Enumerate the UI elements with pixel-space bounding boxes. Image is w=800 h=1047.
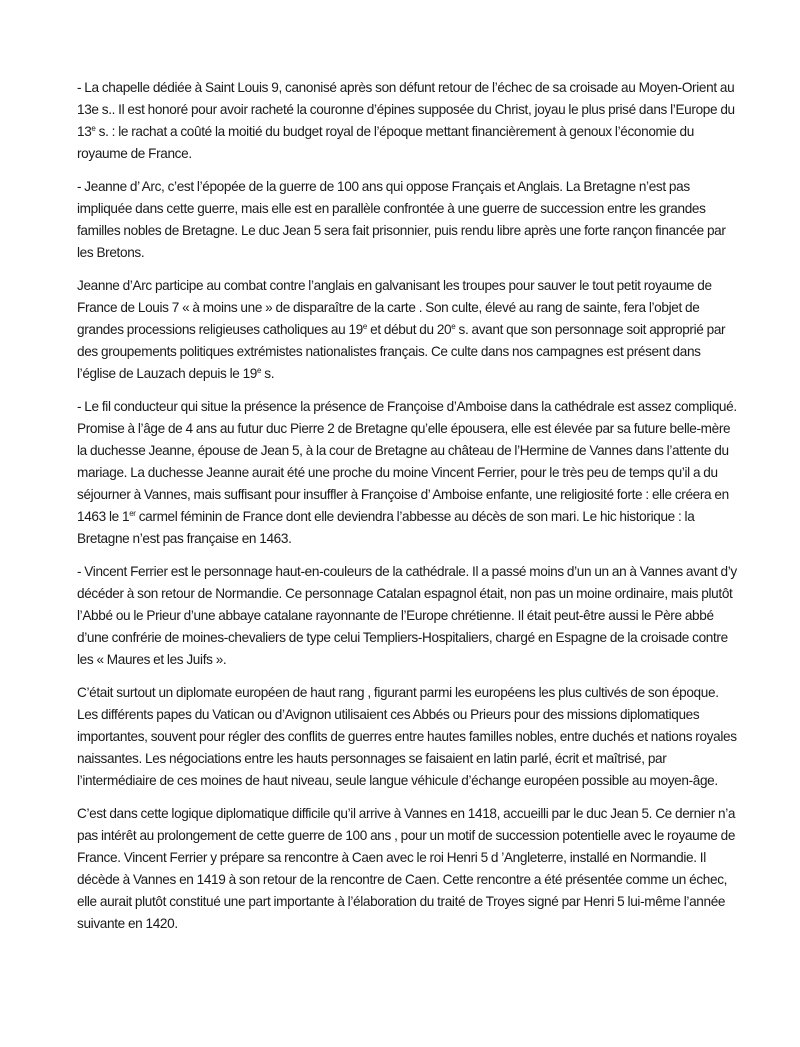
text-run: et début du 20 [367,322,452,337]
text-run: - La chapelle dédiée à Saint Louis 9, canonisé après son défunt retour de l’échec de sa croisade au Moyen-Orient au 13e s.. Il est honoré pour avoir racheté la couronne d’épines supposée du Christ, joyau le plus prisé dans l’Europe du 13 [77,80,735,139]
paragraph-vincent-ferrier [77,561,737,671]
text-run: - Jeanne d’ Arc, c’est l’épopée de la guerre de 100 ans qui oppose Français et Anglais. La Bretagne n’est pas impliquée dans cette guerre, mais elle est en parallèle confrontée à une guerre de succession entre les grandes familles nobles de Bretagne. Le duc Jean 5 sera fait prisonnier, puis rendu libre après une forte rançon financée par les Bretons. [77,179,726,260]
superscript: er [129,509,136,518]
text-run: s. avant que son personnage soit approprié par des groupements politiques extrémistes nationalistes français. Ce culte dans nos campagnes est présent dans l’église de Lauzach depuis le 19 [77,322,726,381]
superscript: e [257,366,262,375]
superscript: e [362,322,367,331]
superscript: e [91,124,96,133]
document-page [77,77,737,946]
text-run: C’était surtout un diplomate européen de haut rang , figurant parmi les européens les plus cultivés de son époque. Les différents papes du Vatican ou d’Avignon utilisaient ces Abbés ou Prieurs pour des missions diplomatiques importantes, souvent pour régler des conflits de guerres entre hautes familles nobles, entre duchés et nations royales naissantes. Les négociations entre les hauts personnages se faisaient en latin parlé, écrit et maîtrisé, par l’intermédiaire de ces moines de haut niveau, seule langue véhicule d’échange européen possible au moyen-âge. [77,685,737,788]
text-run: s. [261,366,275,381]
paragraph-francoise-damboise [77,396,737,550]
text-run: - Vincent Ferrier est le personnage haut-en-couleurs de la cathédrale. Il a passé moins d’un un an à Vannes avant d’y décéder à son retour de Normandie. Ce personnage Catalan espagnol était, non pas un moine ordinaire, mais plutôt l’Abbé ou le Prieur d’une abbaye catalane rayonnante de l’Europe chrétienne. Il était peut-être aussi le Père abbé d’une confrérie de moines-chevaliers de type celui Templiers-Hospitaliers, chargé en Espagne de la croisade contre les « Maures et les Juifs ». [77,564,737,667]
paragraph-diplomate [77,682,737,792]
paragraph-jeanne-darc-culte [77,275,737,385]
paragraph-jeanne-darc-intro [77,176,737,264]
paragraph-vannes-1418 [77,803,737,935]
text-run: carmel féminin de France dont elle deviendra l’abbesse au décès de son mari. Le hic historique : la Bretagne n’est pas française en 1463. [77,509,695,546]
text-run: C’est dans cette logique diplomatique difficile qu’il arrive à Vannes en 1418, accueilli par le duc Jean 5. Ce dernier n’a pas intérêt au prolongement de cette guerre de 100 ans , pour un motif de succession potentielle avec le royaume de France. Vincent Ferrier y prépare sa rencontre à Caen avec le roi Henri 5 d ’Angleterre, installé en Normandie. Il décède à Vannes en 1419 à son retour de la rencontre de Caen. Cette rencontre a été présentée comme un échec, elle aurait plutôt constitué une part importante à l’élaboration du traité de Troyes signé par Henri 5 lui-même l’année suivante en 1420. [77,806,736,931]
superscript: e [451,322,456,331]
paragraph-saint-louis [77,77,737,165]
text-run: Jeanne d’Arc participe au combat contre l’anglais en galvanisant les troupes pour sauver le tout petit royaume de France de Louis 7 « à moins une » de disparaître de la carte . Son culte, élevé au rang de sainte, fera l’objet de grandes processions religieuses catholiques au 19 [77,278,712,337]
text-run: - Le fil conducteur qui situe la présence la présence de Françoise d’Amboise dans la cathédrale est assez compliqué. Promise à l’âge de 4 ans au futur duc Pierre 2 de Bretagne qu’elle épousera, elle est élevée par sa future belle-mère la duchesse Jeanne, épouse de Jean 5, à la cour de Bretagne au château de l’Hermine de Vannes dans l’attente du mariage. La duchesse Jeanne aurait été une proche du moine Vincent Ferrier, pour le très peu de temps qu’il a du séjourner à Vannes, mais suffisant pour insuffler à Françoise d’ Amboise enfante, une religiosité forte : elle créera en 1463 le 1 [77,399,737,524]
text-run: s. : le rachat a coûté la moitié du budget royal de l’époque mettant financièrement à genoux l’économie du royaume de France. [77,124,694,161]
